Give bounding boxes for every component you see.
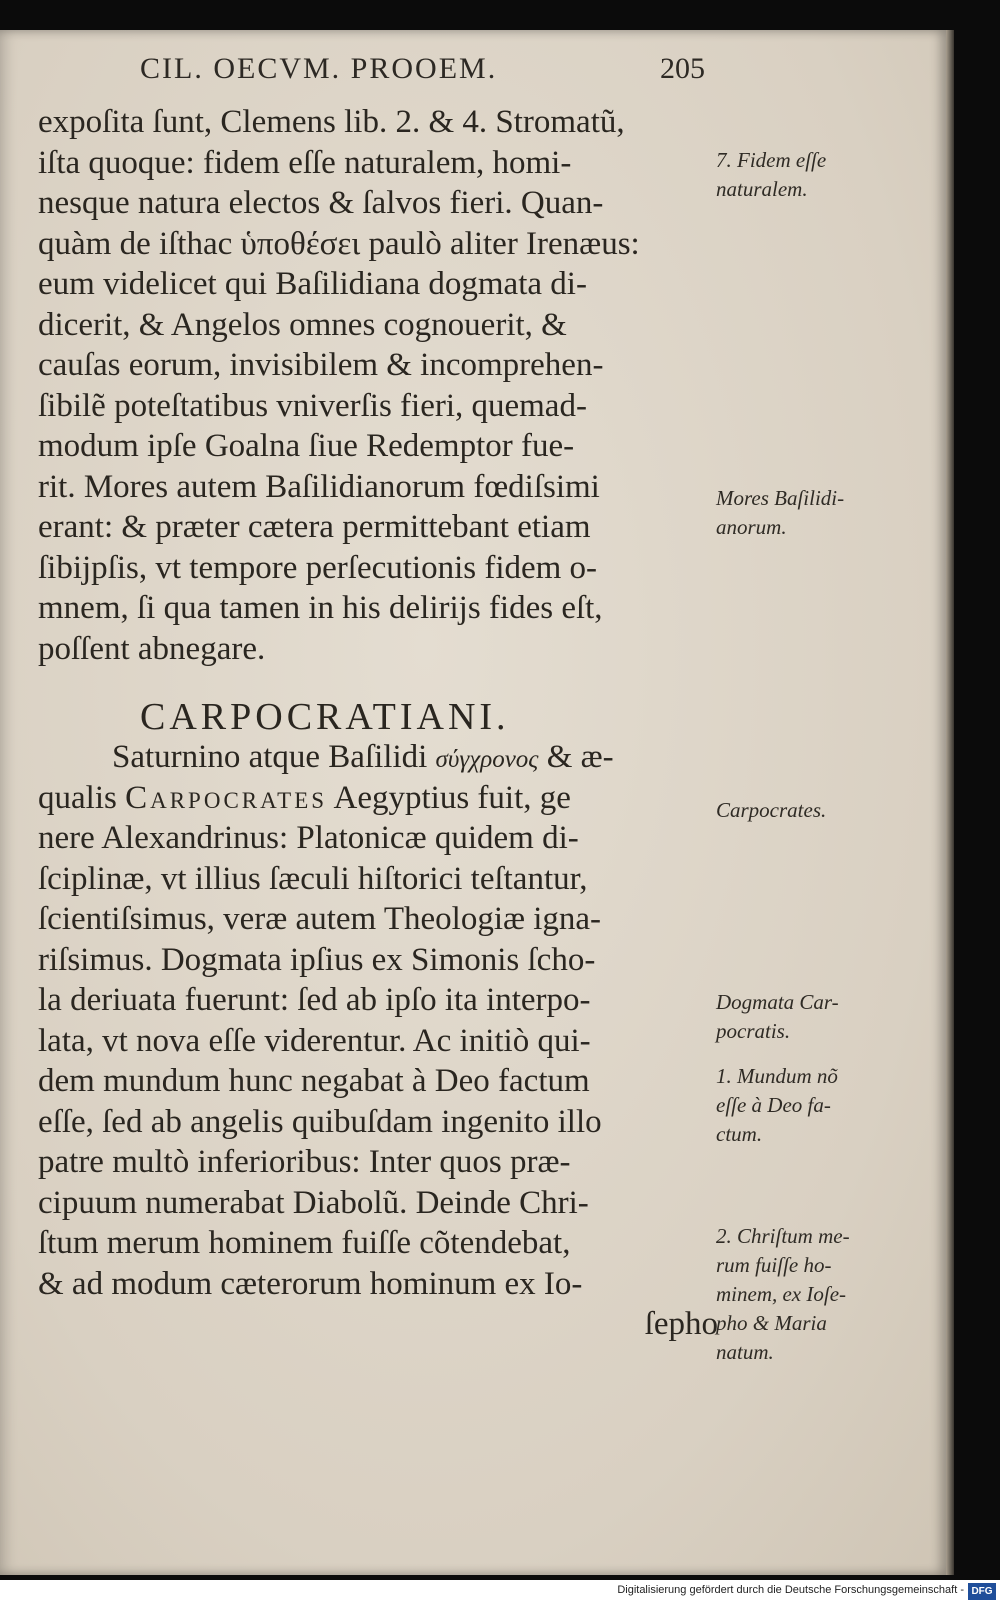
text-line: mnem, ſi qua tamen in his delirijs fides eſt, (38, 590, 603, 626)
margin-note-line: natum. (716, 1340, 774, 1364)
text-line: ſciplinæ, vt illius ſæculi hiſtorici teſtantur, (38, 860, 588, 897)
text-fragment: qualis (38, 779, 126, 816)
margin-note-line: 2. Chriſtum me- (716, 1224, 850, 1248)
text-line: cauſas eorum, invisibilem & incomprehen- (38, 347, 604, 383)
text-line: quàm de iſthac ὑποθέσει paulò aliter Irenæus: (38, 225, 640, 262)
dfg-logo-icon: DFG (968, 1583, 996, 1600)
greek-word: σύγχρονος (435, 746, 539, 773)
text-line: eum videlicet qui Baſilidiana dogmata di- (38, 266, 587, 302)
page-number: 205 (660, 52, 705, 85)
margin-note-dogmata (716, 988, 886, 1046)
text-line: patre multò inferioribus: Inter quos præ- (38, 1144, 571, 1180)
margin-note-mores (716, 484, 886, 542)
text-line: nere Alexandrinus: Platonicæ quidem di- (38, 820, 579, 856)
text-line: ſcientiſsimus, veræ autem Theologiæ igna- (38, 901, 602, 937)
margin-note-mundum (716, 1062, 886, 1149)
margin-note-line: eſſe à Deo fa- (716, 1093, 831, 1117)
margin-note-line: pho & Maria (716, 1311, 827, 1335)
margin-note-line: Dogmata Car- (716, 990, 839, 1014)
margin-note-line: minem, ex Ioſe- (716, 1282, 847, 1306)
text-line: poſſent abnegare. (38, 630, 266, 667)
margin-note-carpocrates (716, 796, 886, 825)
text-line: erant: & præter cætera permittebant etiam (38, 509, 591, 545)
section-text-block (38, 737, 718, 1345)
text-line: dem mundum hunc negabat à Deo factum (38, 1063, 590, 1099)
text-line (38, 737, 718, 778)
text-line: iſta quoque: fidem eſſe naturalem, homi- (38, 144, 572, 181)
margin-note-line: ctum. (716, 1122, 763, 1146)
text-line: expoſita ſunt, Clemens lib. 2. & 4. Stromatũ, (38, 104, 625, 140)
text-line: cipuum numerabat Diabolũ. Deinde Chri- (38, 1184, 589, 1221)
footer-bar (0, 1580, 1000, 1605)
text-line: dicerit, & Angelos omnes cognouerit, & (38, 306, 567, 343)
text-line: riſsimus. Dogmata ipſius ex Simonis ſcho- (38, 941, 596, 978)
page-edge (946, 30, 954, 1575)
text-line (38, 778, 718, 819)
margin-note-line: Carpocrates. (716, 798, 827, 822)
text-line: ſibilẽ poteſtatibus vniverſis fieri, quemad- (38, 387, 587, 424)
funding-credit: Digitalisierung gefördert durch die Deutsche Forschungsgemeinschaft - (617, 1584, 964, 1596)
margin-note-christum (716, 1222, 886, 1367)
margin-note-line: naturalem. (716, 177, 808, 201)
text-line: lata, vt nova eſſe viderentur. Ac initiò qui- (38, 1022, 591, 1059)
main-text-block (38, 102, 718, 669)
name-smallcaps: Carpocrates (125, 779, 328, 816)
running-title: CIL. OECVM. PROOEM. (140, 52, 498, 85)
margin-note-line: rum fuiſſe ho- (716, 1253, 832, 1277)
margin-note-line: 7. Fidem eſſe (716, 148, 827, 172)
text-line: eſſe, ſed ab angelis quibuſdam ingenito illo (38, 1103, 602, 1140)
section-heading: CARPOCRATIANI. (140, 696, 510, 738)
text-fragment: & æ- (538, 739, 614, 775)
margin-note-line: Mores Baſilidi- (716, 486, 845, 510)
margin-note-line: pocratis. (716, 1019, 791, 1043)
text-line: ſtum merum hominem fuiſſe cõtendebat, (38, 1225, 571, 1261)
margin-note-line: 1. Mundum nõ (716, 1064, 838, 1088)
text-line: rit. Mores autem Baſilidianorum fœdiſsimi (38, 468, 600, 505)
text-line: modum ipſe Goalna ſiue Redemptor fue- (38, 428, 575, 464)
margin-note-line: anorum. (716, 515, 787, 539)
margin-note-fidem (716, 146, 886, 204)
text-line: & ad modum cæterorum hominum ex Io- (38, 1265, 583, 1302)
text-fragment: Saturnino atque Baſilidi (112, 739, 436, 775)
text-line: ſibijpſis, vt tempore perſecutionis fidem o- (38, 549, 598, 586)
text-line: nesque natura electos & ſalvos fieri. Quan- (38, 185, 604, 221)
catchword: ſepho (644, 1306, 718, 1342)
text-line: la deriuata fuerunt: ſed ab ipſo ita interpo- (38, 982, 591, 1018)
text-fragment: Aegyptius fuit, ge (327, 779, 571, 816)
